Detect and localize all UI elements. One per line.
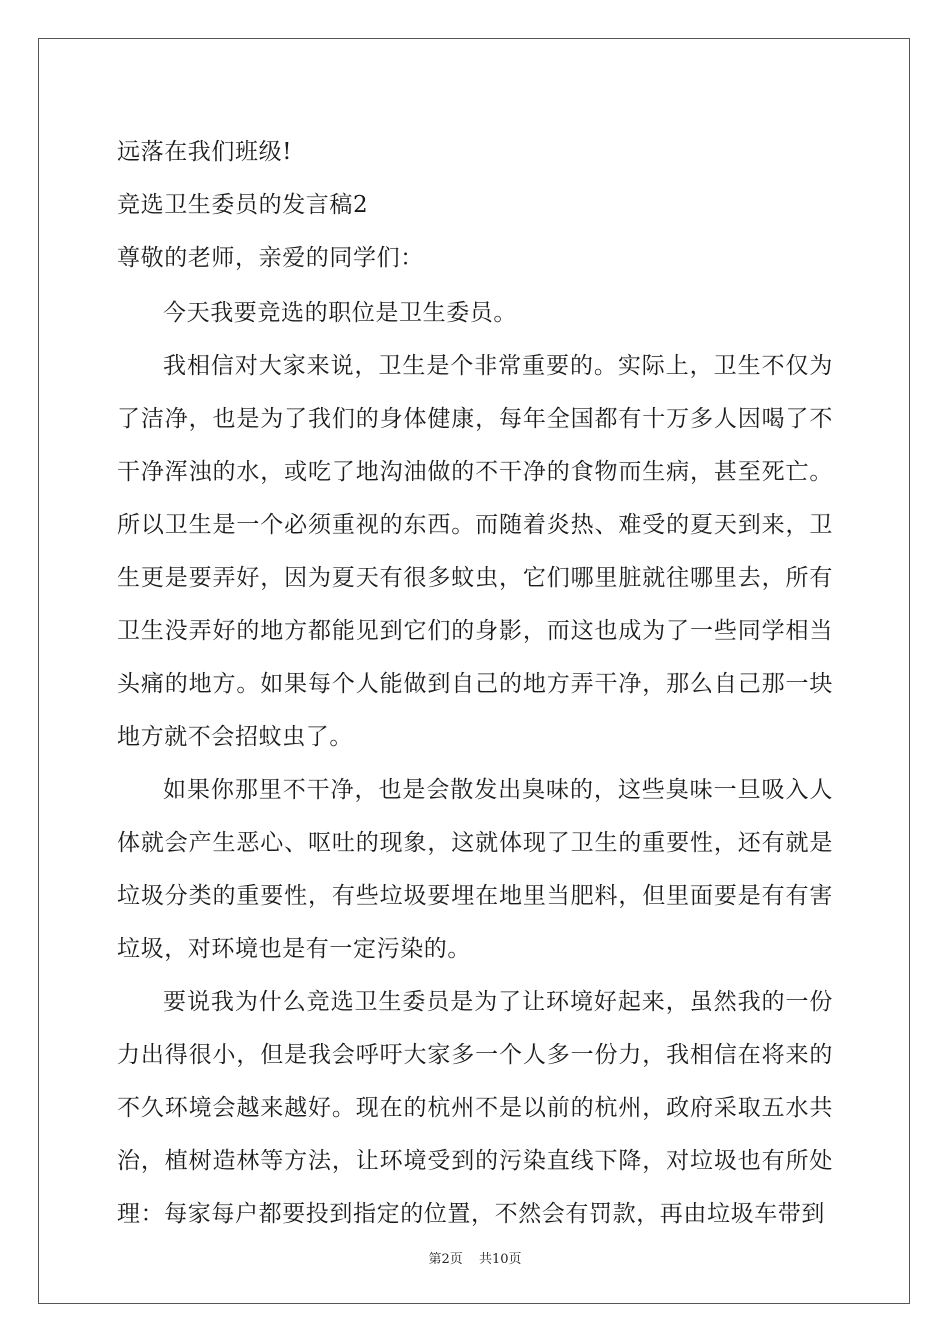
- document-body: [117, 128, 833, 1241]
- paragraph: 如果你那里不干净，也是会散发出臭味的，这些臭味一旦吸入人体就会产生恶心、呕吐的现象，这就体现了卫生的重要性，还有就是垃圾分类的重要性，有些垃圾要埋在地里当肥料，但里面要是有有害垃圾，对环境也是有一定污染的。: [117, 777, 833, 962]
- page-total: 共10页: [478, 1252, 522, 1267]
- text-line: 远落在我们班级!: [117, 139, 293, 165]
- page-number: 第2页: [428, 1252, 463, 1267]
- paragraph: 要说我为什么竞选卫生委员是为了让环境好起来，虽然我的一份力出得很小，但是我会呼吁大家多一个人多一份力，我相信在将来的不久环境会越来越好。现在的杭州不是以前的杭州，政府采取五水共治，植树造林等方法，让环境受到的污染直线下降，对垃圾也有所处理：每家每户都要投到指定的位置，不然会有罚款，再由垃圾车带到: [117, 989, 833, 1227]
- page-footer: [0, 1248, 950, 1267]
- section-heading: 竞选卫生委员的发言稿2: [117, 192, 369, 218]
- paragraph: 我相信对大家来说，卫生是个非常重要的。实际上，卫生不仅为了洁净，也是为了我们的身体健康，每年全国都有十万多人因喝了不干净浑浊的水，或吃了地沟油做的不干净的食物而生病，甚至死亡。所以卫生是一个必须重视的东西。而随着炎热、难受的夏天到来，卫生更是要弄好，因为夏天有很多蚊虫，它们哪里脏就往哪里去，所有卫生没弄好的地方都能见到它们的身影，而这也成为了一些同学相当头痛的地方。如果每个人能做到自己的地方弄干净，那么自己那一块地方就不会招蚊虫了。: [117, 353, 833, 750]
- salutation: 尊敬的老师，亲爱的同学们：: [117, 245, 424, 271]
- paragraph: 今天我要竞选的职位是卫生委员。: [163, 300, 517, 326]
